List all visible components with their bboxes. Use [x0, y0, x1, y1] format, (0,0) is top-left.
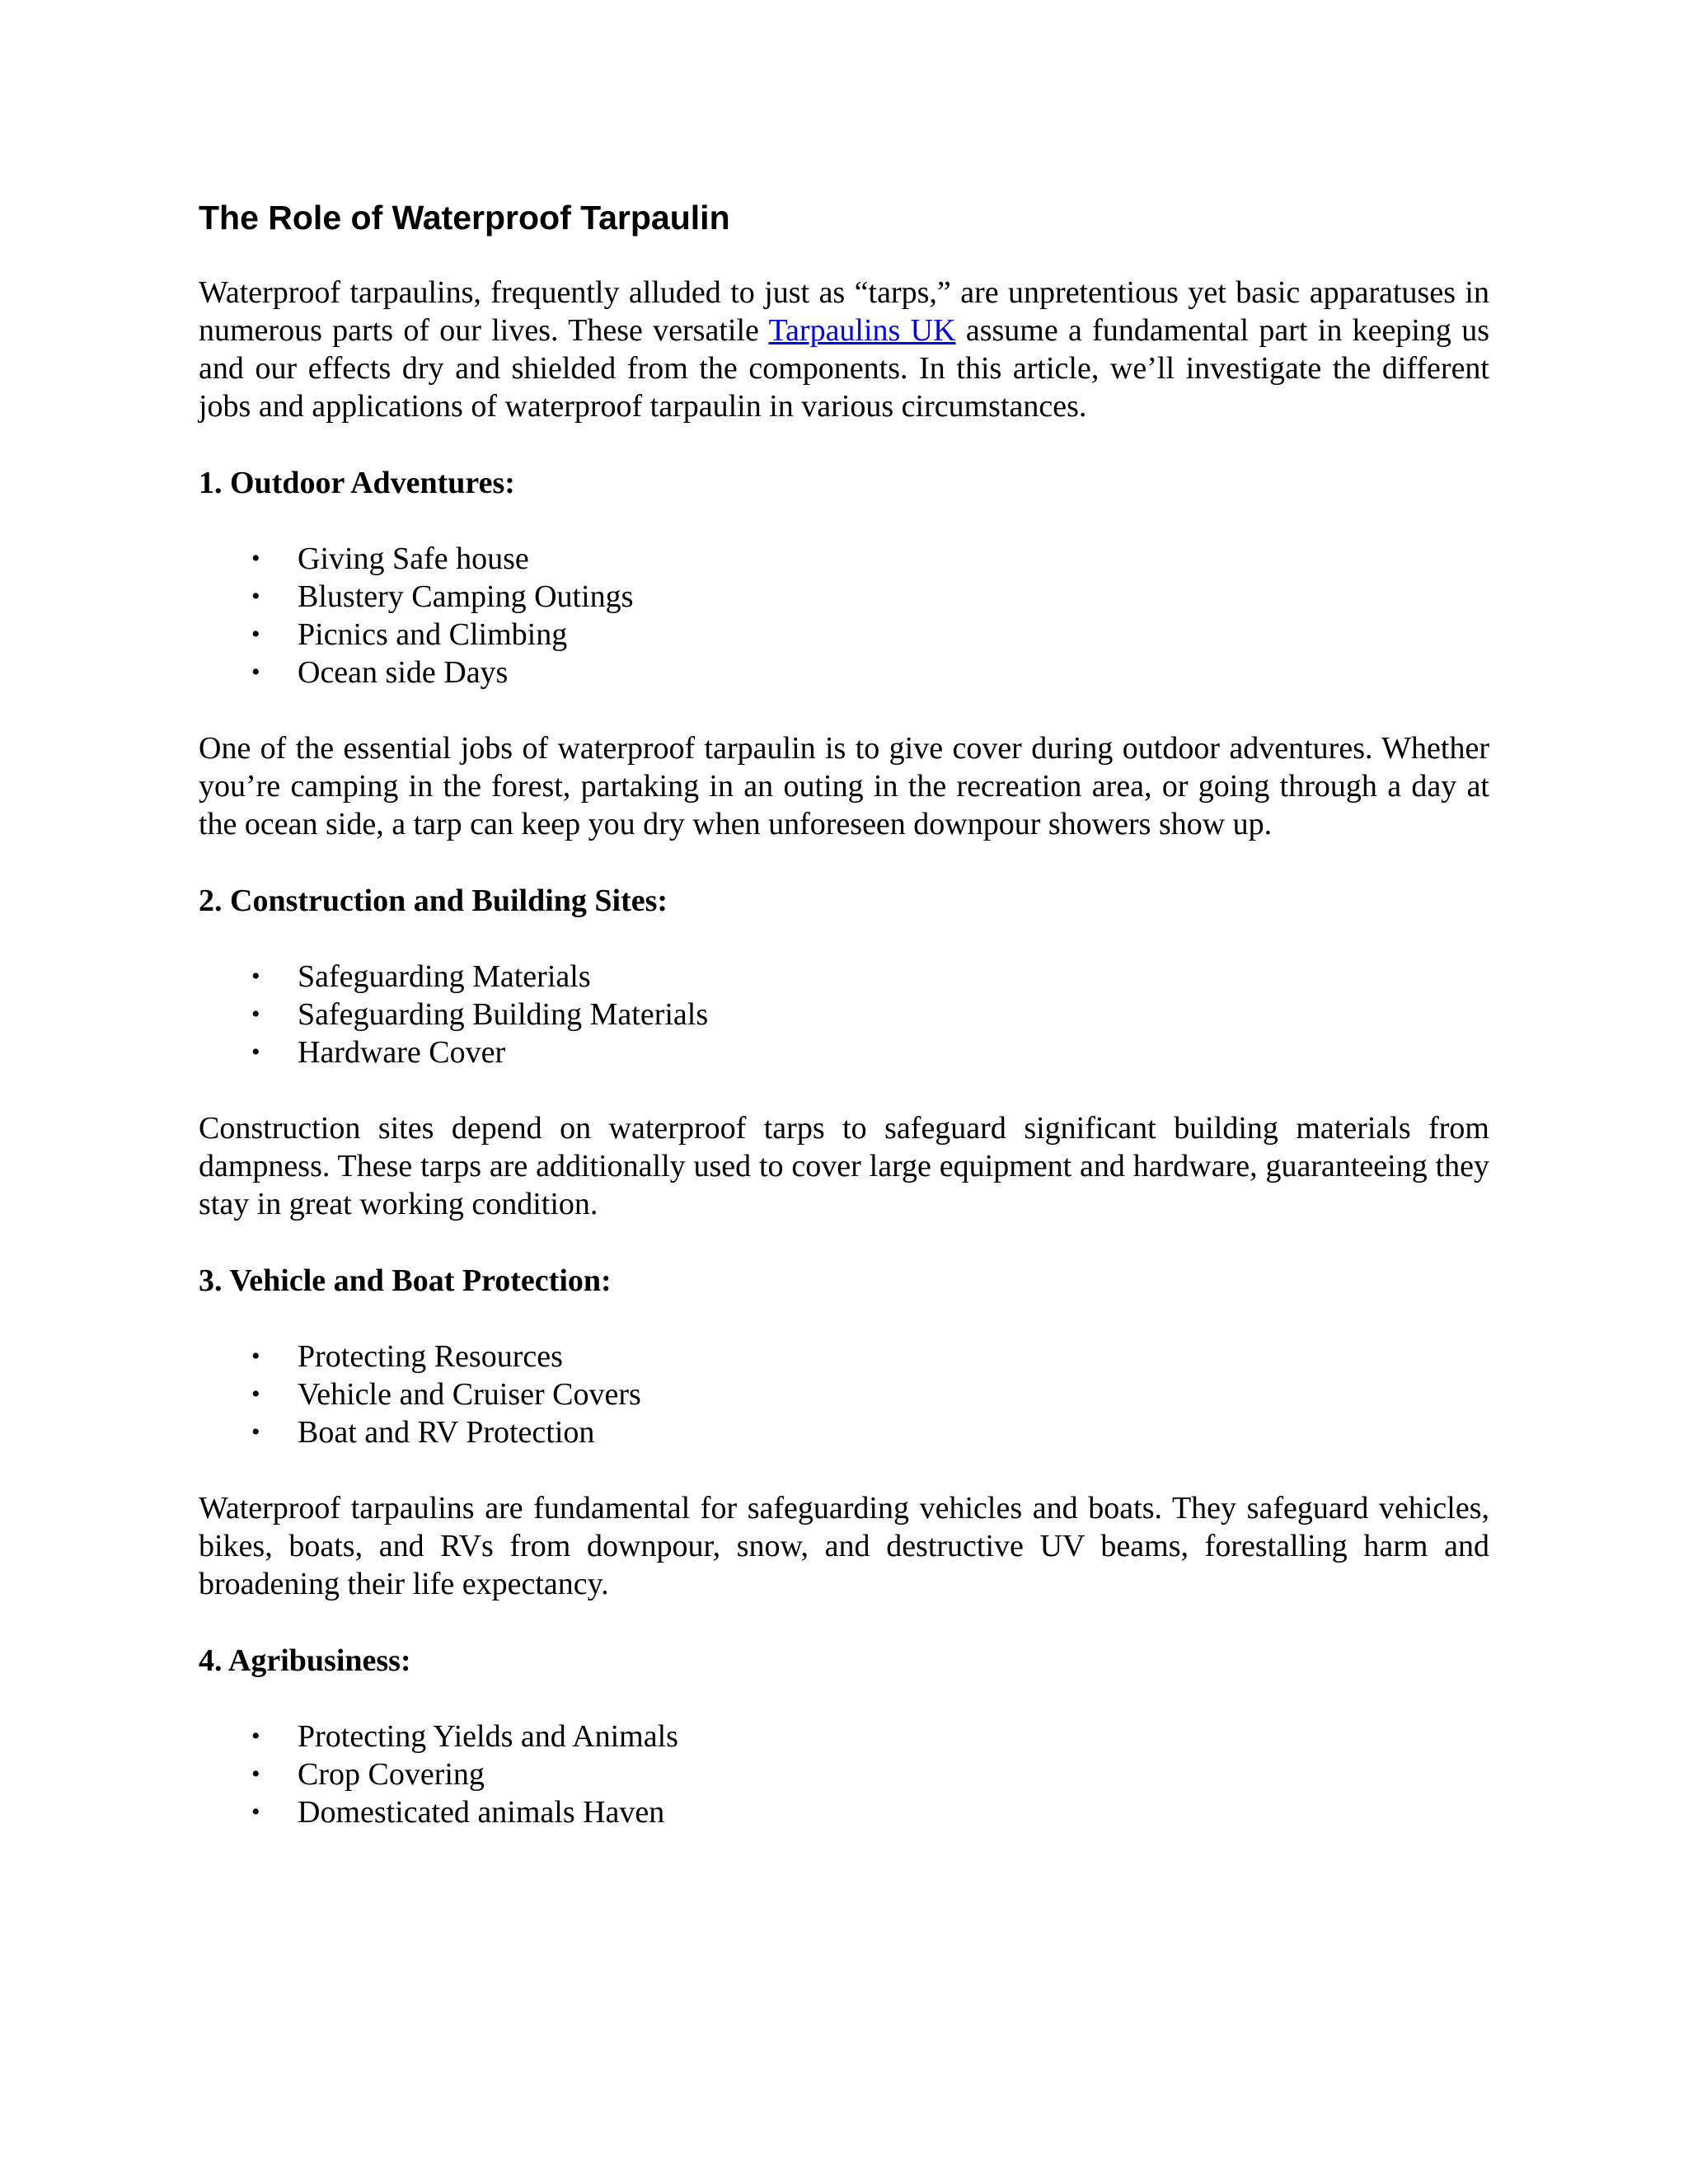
list-item — [199, 1033, 1489, 1071]
list-item — [199, 540, 1489, 578]
section-heading: 1. Outdoor Adventures: — [199, 466, 515, 500]
bullet-list — [199, 1718, 1489, 1831]
list-item-label: Crop Covering — [298, 1757, 485, 1792]
list-item-label: Boat and RV Protection — [298, 1415, 595, 1450]
bullet-icon: • — [251, 1001, 260, 1028]
list-item-label: Giving Safe house — [298, 541, 529, 576]
section-paragraph: Waterproof tarpaulins are fundamental for safeguarding vehicles and boats. They safeguard vehicles, bikes, boats, and RVs from downpour, snow, and destructive UV beams, forestalling harm and broadening their life expectancy. — [199, 1491, 1489, 1601]
bullet-icon: • — [251, 1722, 260, 1750]
section-paragraph: One of the essential jobs of waterproof tarpaulin is to give cover during outdoor adventures. Whether you’re camping in the forest, partaking in an outing in the recreation area, or going through a day at the ocean side, a tarp can keep you dry when unforeseen downpour showers show up. — [199, 731, 1489, 841]
section-heading: 4. Agribusiness: — [199, 1643, 411, 1678]
bullet-list — [199, 540, 1489, 691]
section-outdoor-adventures — [199, 464, 1489, 843]
intro-text-before-link: Waterproof tarpaulins, frequently alluded to just as “tarps,” are unpretentious yet basic apparatuses in numerous parts of our lives. These versatile — [199, 275, 1489, 348]
section-vehicle-boat-protection — [199, 1262, 1489, 1603]
list-item — [199, 1793, 1489, 1831]
bullet-icon: • — [251, 658, 260, 686]
list-item-label: Safeguarding Building Materials — [298, 997, 709, 1032]
section-heading: 3. Vehicle and Boat Protection: — [199, 1263, 612, 1298]
list-item — [199, 578, 1489, 616]
list-item-label: Safeguarding Materials — [298, 959, 591, 994]
list-item-label: Domesticated animals Haven — [298, 1795, 665, 1830]
list-item — [199, 654, 1489, 691]
spacer — [199, 425, 1489, 464]
list-item — [199, 996, 1489, 1033]
list-item-label: Picnics and Climbing — [298, 617, 568, 652]
tarpaulins-uk-link[interactable]: Tarpaulins UK — [768, 313, 956, 348]
list-item — [199, 1376, 1489, 1413]
bullet-icon: • — [251, 1038, 260, 1066]
document-content — [199, 196, 1489, 1869]
section-construction-building-sites — [199, 882, 1489, 1223]
list-item — [199, 1413, 1489, 1451]
bullet-icon: • — [251, 1343, 260, 1370]
bullet-icon: • — [251, 621, 260, 648]
list-item — [199, 1338, 1489, 1376]
list-item — [199, 1755, 1489, 1793]
list-item-label: Hardware Cover — [298, 1035, 506, 1070]
bullet-icon: • — [251, 963, 260, 990]
list-item-label: Ocean side Days — [298, 655, 509, 690]
bullet-icon: • — [251, 1380, 260, 1408]
section-agribusiness — [199, 1642, 1489, 1831]
list-item-label: Protecting Resources — [298, 1339, 563, 1374]
list-item-label: Protecting Yields and Animals — [298, 1719, 678, 1754]
bullet-list — [199, 1338, 1489, 1451]
list-item — [199, 958, 1489, 996]
list-item-label: Blustery Camping Outings — [298, 579, 634, 614]
section-heading: 2. Construction and Building Sites: — [199, 883, 668, 918]
bullet-icon: • — [251, 1760, 260, 1788]
bullet-icon: • — [251, 1798, 260, 1825]
intro-paragraph — [199, 274, 1489, 425]
bullet-icon: • — [251, 545, 260, 572]
list-item-label: Vehicle and Cruiser Covers — [298, 1377, 641, 1412]
list-item — [199, 1718, 1489, 1755]
list-item — [199, 616, 1489, 654]
intro-text-after-link: assume a fundamental part in keeping us and our effects dry and shielded from the components. In this article, we’ll investigate the different jobs and applications of waterproof tarpaulin in various circumstances. — [199, 313, 1490, 424]
section-paragraph: Construction sites depend on waterproof tarps to safeguard significant building materials from dampness. These tarps are additionally used to cover large equipment and hardware, guaranteeing they stay in great working condition. — [199, 1111, 1489, 1221]
bullet-icon: • — [251, 583, 260, 610]
bullet-list — [199, 958, 1489, 1071]
document-title: The Role of Waterproof Tarpaulin — [199, 199, 730, 237]
bullet-icon: • — [251, 1418, 260, 1446]
